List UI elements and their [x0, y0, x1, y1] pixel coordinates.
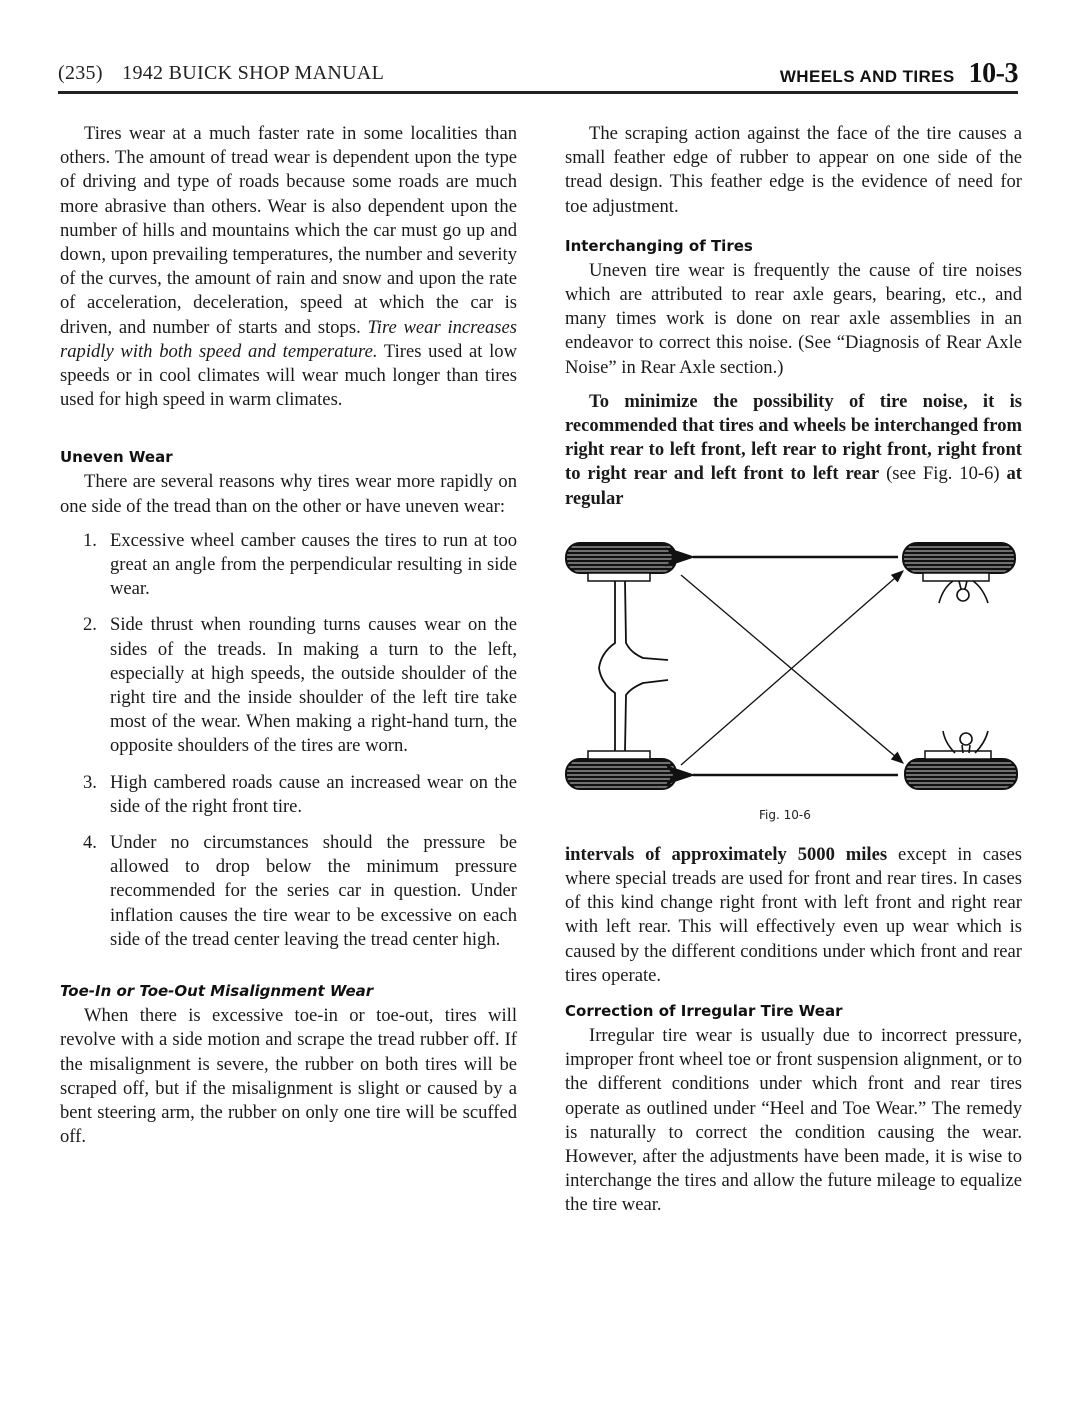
- page-header: [58, 58, 1018, 94]
- tire-icon-right-front: [905, 751, 1017, 789]
- manual-title: 1942 BUICK SHOP MANUAL: [122, 62, 385, 84]
- intro-text: Tires wear at a much faster rate in some localities than others. The amount of tread wear is dependent upon the type of driving and type of roads because some roads are much more abrasive than others. Wear is also dependent upon the number of hills and mountains which the car must go up and down, upon prevailing temperatures, the number and severity of the curves, the amount of rain and snow and upon the rate of acceleration, deceleration, speed at which the car is driven, and number of starts and stops.: [60, 123, 517, 338]
- steering-knuckle-icon-bottom: [943, 731, 988, 753]
- intro-italic-emphasis: Tire wear increases rapidly with both speed and temperature.: [60, 316, 517, 362]
- arrow-icon-diagonal-down: [681, 575, 903, 763]
- rear-axle-icon: [599, 581, 668, 751]
- tire-rotation-figure: [563, 533, 1023, 833]
- interchanging-heading: Interchanging of Tires: [565, 236, 753, 255]
- uneven-wear-list: [60, 529, 517, 952]
- interval-text: except in cases where special treads are used for front and rear tires. In cases of this kind change right front with left front and right rear with left rear. This will effectively even up wear which is caused by the different conditions under which front and rear tires operate.: [565, 843, 1022, 986]
- section-title: WHEELS AND TIRES: [779, 67, 955, 86]
- recommendation-bold-end: at regular: [565, 463, 1022, 509]
- arrow-icon-diagonal-up: [681, 571, 903, 765]
- list-number: 2.: [83, 614, 97, 636]
- header-rule: [58, 91, 1018, 94]
- list-text: Under no circumstances should the pressure be allowed to drop below the minimum pressure recommended for the series car in question. Under inflation causes the tire wear to be excessive on each side of the tread center leaving the tread center high.: [110, 832, 517, 950]
- figure-caption: Fig. 10-6: [759, 807, 811, 822]
- section-page-number: 10-3: [968, 58, 1018, 89]
- tire-rotation-diagram: [563, 533, 1023, 823]
- interchanging-paragraph: Uneven tire wear is frequently the cause of tire noises which are attributed to rear axle gears, bearing, etc., and many times work is done on rear axle assemblies in an endeavor to correct this noise. (See “Diagnosis of Rear Axle Noise” in Rear Axle section.): [565, 259, 1022, 378]
- uneven-wear-heading: Uneven Wear: [60, 448, 173, 467]
- list-number: 4.: [83, 832, 97, 854]
- list-text: High cambered roads cause an increased wear on the side of the right front tire.: [110, 771, 517, 817]
- figure-reference: (see Fig. 10-6): [879, 463, 1007, 485]
- header-left: [58, 62, 384, 85]
- list-number: 1.: [83, 529, 97, 551]
- tire-icon-right-rear: [903, 543, 1015, 581]
- list-text: Excessive wheel camber causes the tires to run at too great an angle from the perpendicular resulting in side wear.: [110, 529, 517, 600]
- uneven-wear-intro: There are several reasons why tires wear more rapidly on one side of the tread than on the other or have uneven wear:: [60, 471, 517, 517]
- intro-text-end: Tires used at low speeds or in cool climates will wear much longer than tires used for high speed in warm climates.: [60, 340, 518, 411]
- interval-paragraph: [565, 843, 1022, 988]
- list-item: [60, 613, 517, 758]
- interchange-recommendation: [565, 390, 1022, 511]
- recommendation-bold: To minimize the possibility of tire noise, it is recommended that tires and wheels be interchanged from right rear to left front, left rear to right front, right front to right rear and left front to left rear: [565, 390, 1022, 485]
- steering-knuckle-icon-top: [939, 581, 988, 603]
- list-item: [60, 771, 517, 819]
- toe-wear-paragraph: When there is excessive toe-in or toe-out, tires will revolve with a side motion and scrape the tread rubber off. If the misalignment is severe, the rubber on both tires will be scraped off, but if the misalignment is slight or caused by a bent steering arm, the rubber on only one tire will be scuffed off.: [60, 1005, 517, 1148]
- page-number: (235): [58, 62, 103, 84]
- interval-bold: intervals of approximately 5000 miles: [565, 843, 888, 865]
- correction-heading: Correction of Irregular Tire Wear: [565, 1002, 843, 1021]
- tire-icon-left-rear: [566, 543, 676, 581]
- correction-paragraph: Irregular tire wear is usually due to incorrect pressure, improper front wheel toe or front suspension alignment, or to the different conditions under which front and rear tires operate as outlined under “Heel and Toe Wear.” The remedy is naturally to correct the condition causing the wear. However, after the adjustments have been made, it is wise to interchange the tires and allow the future mileage to equalize the tire wear.: [565, 1025, 1022, 1216]
- header-right: [780, 58, 1018, 90]
- scraping-paragraph: The scraping action against the face of the tire causes a small feather edge of rubber to appear on one side of the tread design. This feather edge is the evidence of need for toe adjustment.: [565, 123, 1022, 217]
- intro-paragraph: [60, 122, 517, 412]
- list-item: [60, 529, 517, 602]
- list-item: [60, 831, 517, 952]
- tire-icon-left-front: [566, 751, 676, 789]
- right-column: [565, 122, 1022, 1228]
- toe-wear-heading: Toe-In or Toe-Out Misalignment Wear: [60, 982, 374, 1001]
- list-number: 3.: [83, 771, 97, 793]
- list-text: Side thrust when rounding turns causes wear on the sides of the treads. In making a turn to the left, especially at high speeds, the outside shoulder of the right tire and the inside shoulder of the left tire take most of the wear. When making a right-hand turn, the opposite shoulders of the tires are worn.: [110, 614, 517, 757]
- left-column: [60, 122, 517, 1159]
